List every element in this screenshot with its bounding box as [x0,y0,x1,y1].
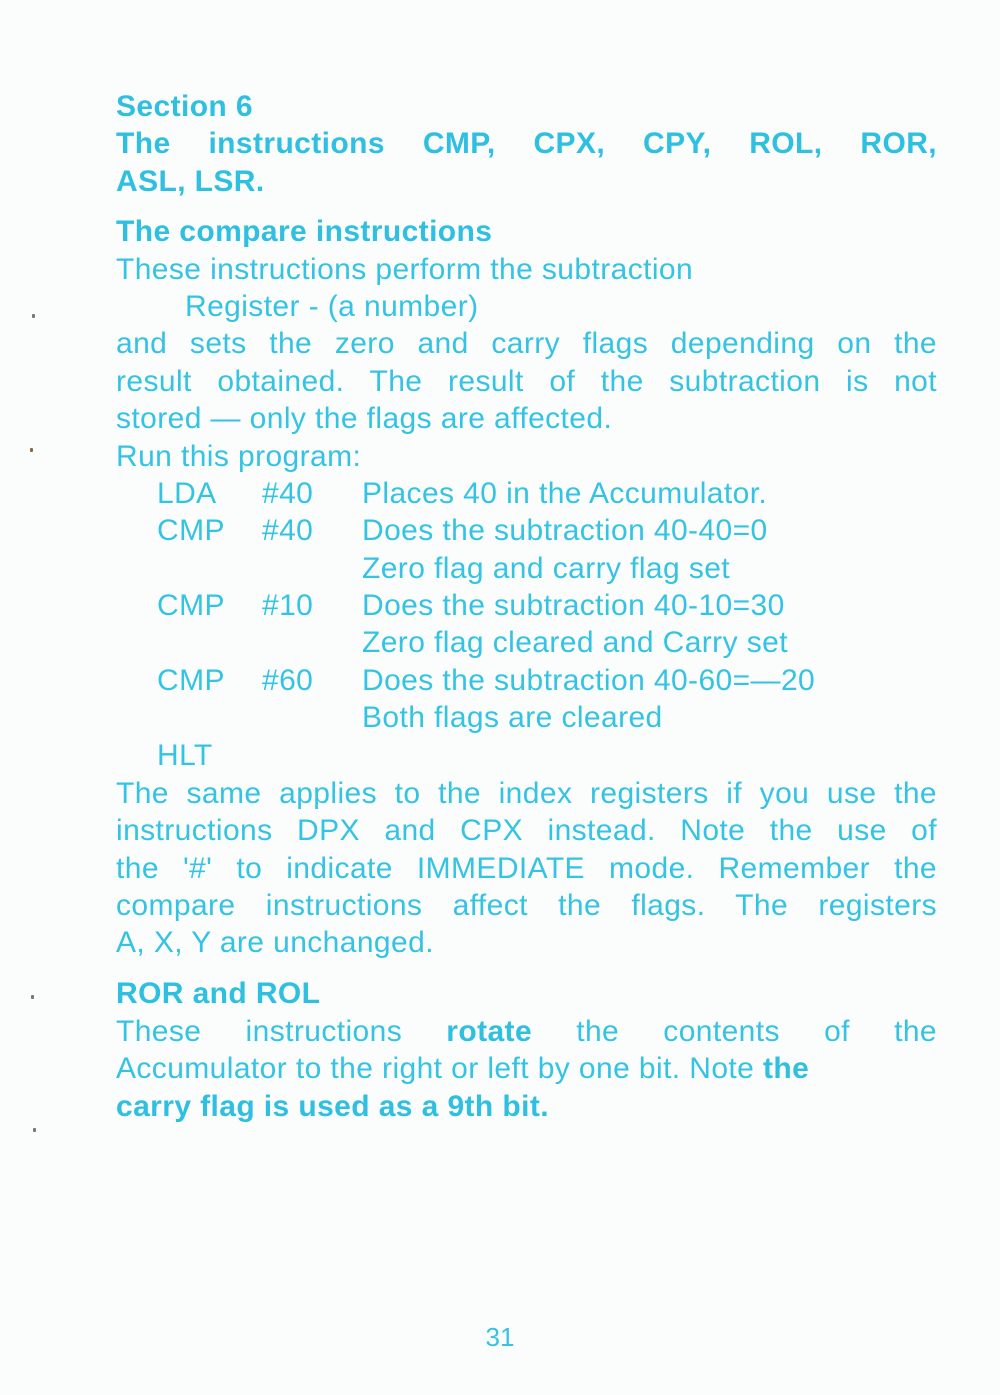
section-heading: Section 6 [116,90,253,123]
section-title-line-2: ASL, LSR. [116,165,265,198]
program-mnemonic: CMP [157,514,225,547]
compare-paragraph-line-3: result obtained. The result of the subtraction is not [116,365,937,398]
paper-speck [30,448,33,452]
index-paragraph-line-4: compare instructions affect the flags. The registers [116,889,937,922]
compare-heading: The compare instructions [116,215,493,248]
index-paragraph-line-3: the '#' to indicate IMMEDIATE mode. Remember the [116,852,937,885]
index-paragraph-line-2: instructions DPX and CPX instead. Note the use of [116,814,937,847]
program-mnemonic: HLT [157,739,213,772]
ror-text: Accumulator to the right or left by one bit. Note [116,1052,763,1085]
ror-text: the contents of the [532,1015,937,1048]
ror-rol-heading: ROR and ROL [116,977,321,1010]
compare-formula: Register - (a number) [185,290,479,323]
program-comment: Does the subtraction 40-60=—20 [362,664,816,697]
program-comment: Places 40 in the Accumulator. [362,477,768,510]
compare-paragraph-line-1: These instructions perform the subtraction [116,253,694,286]
index-paragraph-line-1: The same applies to the index registers if you use the [116,777,937,810]
index-paragraph-line-5: A, X, Y are unchanged. [116,926,434,959]
program-operand: #40 [262,477,314,510]
program-comment: Zero flag and carry flag set [362,552,731,585]
ror-emphasis: rotate [446,1015,533,1048]
ror-paragraph-line-1 [116,1013,937,1050]
program-mnemonic: CMP [157,589,225,622]
program-comment: Does the subtraction 40-40=0 [362,514,768,547]
ror-paragraph-line-2 [116,1050,809,1087]
section-title-line-1: The instructions CMP, CPX, CPY, ROL, ROR, [116,127,937,160]
program-mnemonic: LDA [157,477,217,510]
program-comment: Both flags are cleared [362,701,663,734]
program-operand: #60 [262,664,314,697]
program-operand: #10 [262,589,314,622]
ror-paragraph-line-3: carry flag is used as a 9th bit. [116,1090,549,1123]
ror-emphasis: the [762,1052,810,1085]
run-program-line: Run this program: [116,440,362,473]
program-comment: Does the subtraction 40-10=30 [362,589,785,622]
paper-speck [33,1128,36,1132]
page-number: 31 [485,1322,515,1352]
compare-paragraph-line-2: and sets the zero and carry flags depending on the [116,327,937,360]
paper-speck [32,314,35,318]
compare-paragraph-line-4: stored — only the flags are affected. [116,402,613,435]
ror-text: These instructions [116,1015,447,1048]
program-mnemonic: CMP [157,664,225,697]
program-operand: #40 [262,514,314,547]
program-comment: Zero flag cleared and Carry set [362,626,788,659]
paper-speck [31,995,34,999]
